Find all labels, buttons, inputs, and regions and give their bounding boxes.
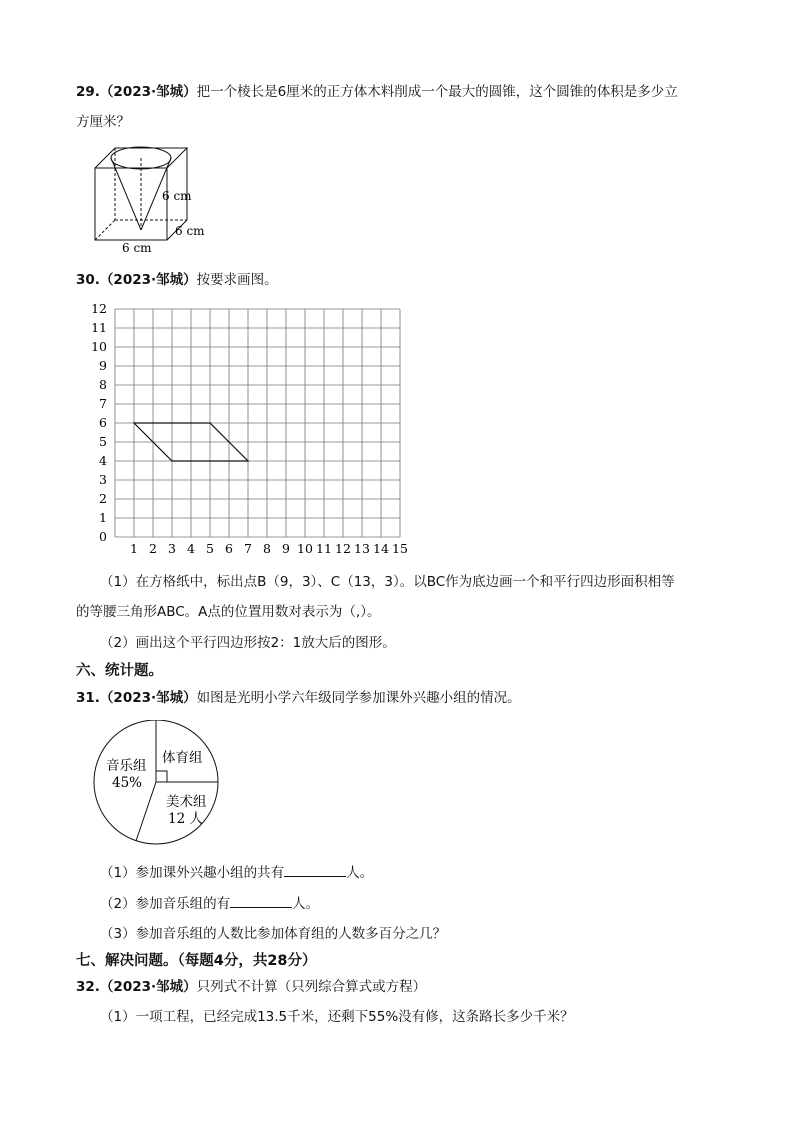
- y-tick-label: 11: [91, 320, 107, 335]
- q29-source: （2023·邹城）: [99, 84, 197, 100]
- x-tick-label: 12: [335, 541, 351, 556]
- y-tick-label: 5: [99, 434, 107, 449]
- y-tick-label: 3: [99, 472, 107, 487]
- q29-line1: [76, 82, 678, 102]
- q32-sub1: （1）一项工程，已经完成13.5千米，还剩下55%没有修，这条路长多少千米？: [100, 1009, 574, 1025]
- x-tick-label: 2: [149, 541, 157, 556]
- pie-label-art: 美术组: [166, 794, 207, 810]
- q31-number: 31.: [76, 690, 100, 706]
- x-tick-label: 3: [168, 541, 176, 556]
- x-tick-label: 4: [187, 541, 195, 556]
- y-tick-label: 12: [91, 301, 107, 316]
- y-tick-label: 7: [99, 396, 107, 411]
- q31-sub2-text: （2）参加音乐组的有: [100, 896, 231, 912]
- q32-line: [76, 977, 426, 997]
- pie-value-music: 45%: [112, 775, 143, 791]
- q30-sub1-line1: （1）在方格纸中，标出点B（9，3）、C（13，3）。以BC作为底边画一个和平行四边形面积相等: [100, 574, 675, 590]
- x-tick-label: 13: [354, 541, 370, 556]
- pie-value-art: 12 人: [168, 811, 203, 827]
- q30-line: [76, 270, 278, 290]
- q32-text: 只列式不计算（只列综合算式或方程）: [196, 979, 427, 995]
- label-height: 6 cm: [162, 189, 192, 203]
- x-tick-label: 7: [244, 541, 252, 556]
- q31-line: [76, 688, 521, 708]
- q30-sub1-line2: 的等腰三角形ABC。A点的位置用数对表示为（,）。: [76, 604, 381, 620]
- answer-blank-music[interactable]: [230, 893, 292, 908]
- label-depth: 6 cm: [175, 224, 205, 238]
- x-tick-label: 8: [263, 541, 271, 556]
- q32-source: （2023·邹城）: [99, 979, 197, 995]
- q31-text: 如图是光明小学六年级同学参加课外兴趣小组的情况。: [196, 690, 521, 706]
- q30-number: 30.: [76, 272, 100, 288]
- q31-sub1: [100, 862, 373, 883]
- y-tick-label: 10: [91, 339, 107, 354]
- q31-sub3: （3）参加音乐组的人数比参加体育组的人数多百分之几？: [100, 926, 447, 942]
- x-tick-label: 1: [130, 541, 138, 556]
- pie-chart: [90, 720, 230, 850]
- q32-number: 32.: [76, 979, 100, 995]
- coordinate-grid: [85, 300, 415, 562]
- q31-sub1-unit: 人。: [346, 865, 374, 881]
- x-tick-label: 9: [282, 541, 290, 556]
- q29-text-line2: 方厘米？: [76, 114, 130, 130]
- x-tick-label: 15: [392, 541, 408, 556]
- y-tick-label: 0: [99, 529, 107, 544]
- q30-text: 按要求画图。: [196, 272, 278, 288]
- q31-sub2-unit: 人。: [292, 896, 320, 912]
- q30-source: （2023·邹城）: [99, 272, 197, 288]
- x-tick-label: 11: [316, 541, 332, 556]
- y-tick-label: 1: [99, 510, 107, 525]
- answer-blank-total[interactable]: [284, 862, 346, 877]
- x-tick-label: 5: [206, 541, 214, 556]
- q31-source: （2023·邹城）: [99, 690, 197, 706]
- q29-text-line1: 把一个棱长是6厘米的正方体木料削成一个最大的圆锥，这个圆锥的体积是多少立: [196, 84, 678, 100]
- y-tick-label: 4: [99, 453, 107, 468]
- y-tick-label: 2: [99, 491, 107, 506]
- y-tick-label: 9: [99, 358, 107, 373]
- cube-cone-figure: [90, 140, 220, 258]
- y-tick-label: 6: [99, 415, 107, 430]
- pie-label-music: 音乐组: [106, 758, 147, 774]
- pie-label-sport: 体育组: [162, 750, 203, 766]
- x-tick-label: 14: [373, 541, 389, 556]
- q31-sub1-text: （1）参加课外兴趣小组的共有: [100, 865, 285, 881]
- q30-sub2: （2）画出这个平行四边形按2：1放大后的图形。: [100, 635, 396, 651]
- x-tick-label: 6: [225, 541, 233, 556]
- x-tick-label: 10: [297, 541, 313, 556]
- label-width: 6 cm: [122, 241, 152, 255]
- q29-number: 29.: [76, 84, 100, 100]
- q31-sub2: [100, 893, 319, 914]
- section7-heading: 七、解决问题。（每题4分，共28分）: [76, 953, 317, 969]
- y-tick-label: 8: [99, 377, 107, 392]
- section6-heading: 六、统计题。: [76, 663, 163, 679]
